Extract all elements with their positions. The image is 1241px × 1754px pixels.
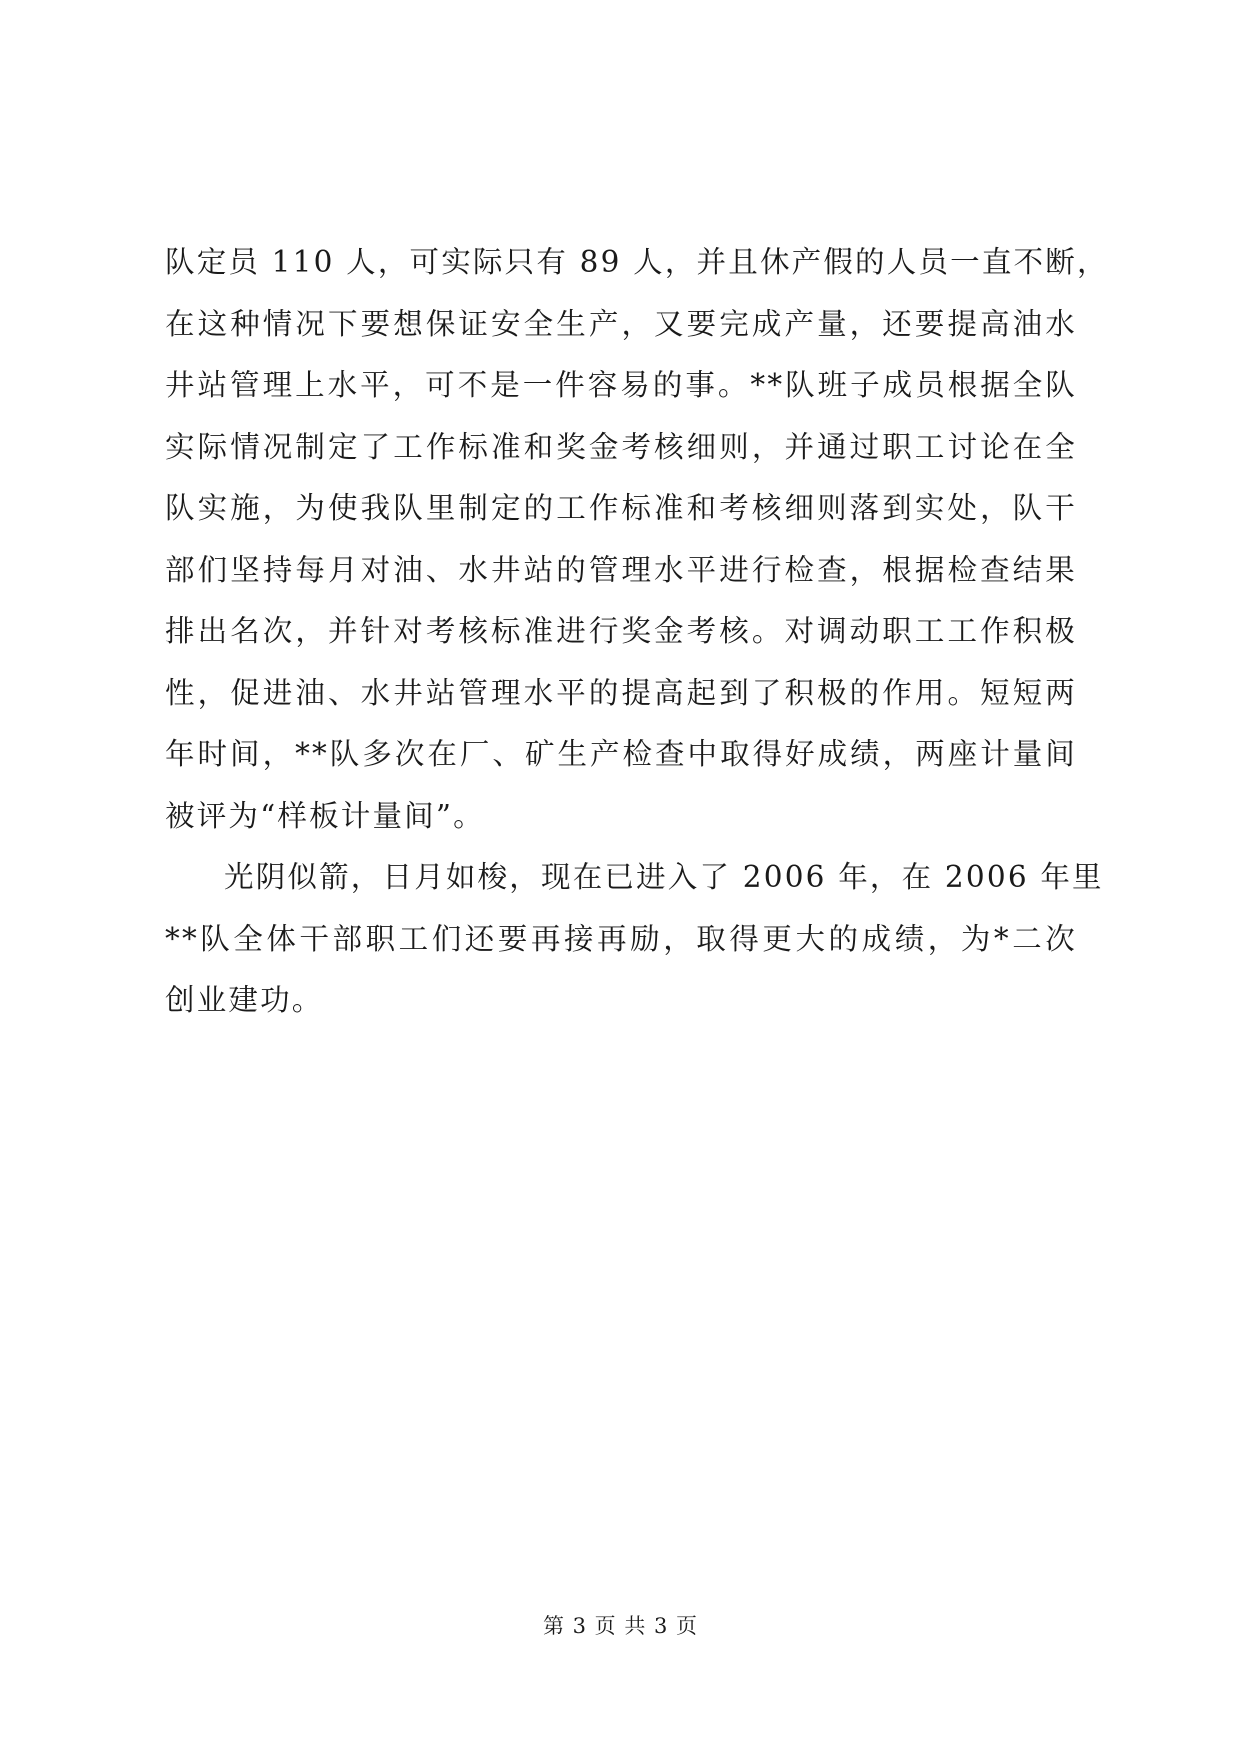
text-line: 性，促进油、水井站管理水平的提高起到了积极的作用。短短两 [165,675,1077,710]
paragraph-2 [165,847,1104,1032]
paragraph-1 [165,232,1109,847]
text-line: 在这种情况下要想保证安全生产，又要完成产量，还要提高油水 [165,306,1077,341]
page-number-label: 第 3 页 共 3 页 [542,1614,699,1638]
text-line: 队定员 110 人，可实际只有 89 人，并且休产假的人员一直不断， [165,245,1109,279]
text-line: 部们坚持每月对油、水井站的管理水平进行检查，根据检查结果 [165,552,1077,587]
text-line: 排出名次，并针对考核标准进行奖金考核。对调动职工工作积极 [165,614,1077,648]
text-line: 实际情况制定了工作标准和奖金考核细则，并通过职工讨论在全 [165,429,1077,464]
page-footer [0,1610,1241,1640]
text-line: 被评为“样板计量间”。 [165,798,485,833]
text-line: 队实施，为使我队里制定的工作标准和考核细则落到实处，队干 [165,491,1077,525]
text-line: 创业建功。 [165,983,324,1017]
text-line: **队全体干部职工们还要再接再励，取得更大的成绩，为*二次 [165,921,1077,956]
text-line: 井站管理上水平，可不是一件容易的事。**队班子成员根据全队 [165,368,1077,402]
text-line: 光阴似箭，日月如梭，现在已进入了 2006 年，在 2006 年里 [224,860,1104,894]
document-body [165,232,1109,1032]
text-line: 年时间，**队多次在厂、矿生产检查中取得好成绩，两座计量间 [165,737,1077,771]
